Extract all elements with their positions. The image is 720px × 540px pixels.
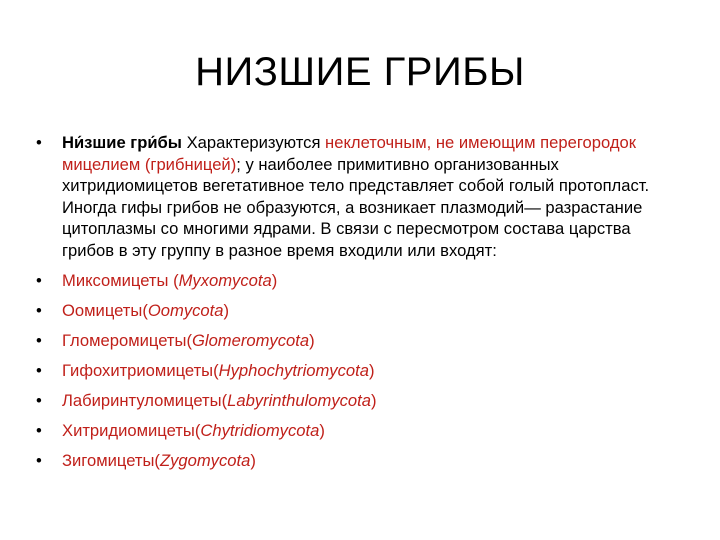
group-latin: Myxomycota [178, 270, 272, 290]
group-open-paren: ( [168, 270, 179, 290]
group-close-paren: ) [250, 450, 256, 470]
term-heading: Ни́зшие гри́бы [62, 133, 182, 152]
group-latin: Oomycota [147, 300, 224, 320]
bullet-icon: • [36, 300, 42, 320]
list-item [36, 270, 686, 292]
list-item [36, 420, 686, 442]
group-open-paren: ( [213, 360, 219, 380]
group-latin: Labyrinthulomycota [227, 390, 372, 410]
bullet-icon: • [36, 450, 42, 470]
intro-text-part1: Характеризуются [181, 133, 326, 152]
bullet-list [36, 132, 686, 480]
group-open-paren: ( [194, 420, 201, 440]
group-name: Гломеромицеты [62, 330, 187, 350]
group-open-paren: ( [142, 300, 148, 320]
group-name: Лабиринтуломицеты [62, 390, 222, 410]
group-close-paren: ) [271, 270, 278, 290]
intro-text-part2: ; у наиболее примитивно организованных хитридиомицетов вегетативное тело представляет собой голый протопласт. Иногда гифы грибов не образуются, а возникает плазмодий— разрастание цитоплазмы со многими ядрами. В связи с пересмотром состава царства грибов в эту группу в разное время входили или входят: [62, 154, 650, 260]
group-name: Хитридиомицеты [62, 420, 195, 440]
group-latin: Zygomycota [159, 450, 251, 470]
list-item [36, 300, 686, 322]
list-item [36, 390, 686, 412]
group-latin: Hyphochytriomycota [218, 360, 369, 380]
group-name: Миксомицеты [62, 270, 169, 290]
bullet-icon: • [36, 420, 42, 440]
bullet-icon: • [36, 390, 42, 410]
list-item [36, 450, 686, 472]
group-latin: Glomeromycota [191, 330, 310, 350]
slide-title: НИЗШИЕ ГРИБЫ [195, 50, 525, 94]
list-item [36, 360, 686, 382]
group-name: Зигомицеты [62, 450, 155, 470]
bullet-icon: • [36, 270, 42, 290]
intro-paragraph [36, 132, 686, 261]
bullet-icon: • [36, 133, 42, 152]
list-item [36, 330, 686, 352]
group-latin: Chytridiomycota [200, 420, 320, 440]
intro-highlight: неклеточным, не имеющим перегородок мицелием (грибницей) [62, 133, 637, 174]
group-close-paren: ) [309, 330, 315, 350]
group-name: Оомицеты [62, 300, 143, 320]
bullet-icon: • [36, 330, 42, 350]
group-open-paren: ( [186, 330, 192, 350]
group-close-paren: ) [368, 360, 375, 380]
group-open-paren: ( [154, 450, 160, 470]
group-open-paren: ( [221, 390, 228, 410]
group-close-paren: ) [319, 420, 325, 440]
bullet-icon: • [36, 360, 42, 380]
group-name: Гифохитриомицеты [62, 360, 214, 380]
group-close-paren: ) [371, 390, 377, 410]
group-close-paren: ) [223, 300, 230, 320]
